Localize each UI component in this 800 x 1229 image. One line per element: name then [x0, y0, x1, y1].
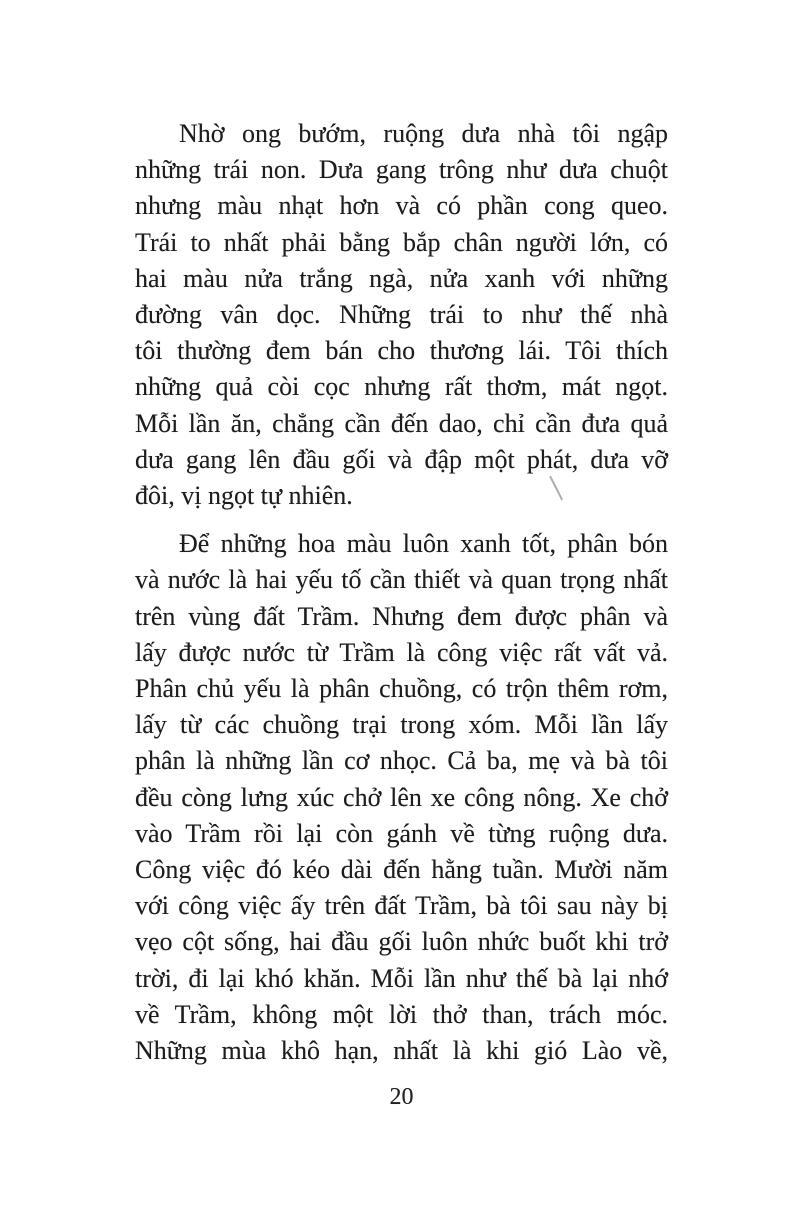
body-text: [135, 116, 668, 1069]
text-line: Công việc đó kéo dài đến hằng tuần. Mười năm: [135, 855, 668, 885]
text-line: tôi thường đem bán cho thương lái. Tôi thích: [135, 336, 668, 366]
text-line: đôi, vị ngọt tự nhiên.: [135, 481, 353, 511]
text-line: về Trầm, không một lời thở than, trách móc.: [135, 999, 668, 1029]
text-line: đều còng lưng xúc chở lên xe công nông. Xe chở: [135, 782, 668, 812]
text-line: phân là những lần cơ nhọc. Cả ba, mẹ và bà tôi: [135, 746, 668, 776]
text-line: vẹo cột sống, hai đầu gối luôn nhức buốt khi trở: [135, 927, 668, 957]
text-line: và nước là hai yếu tố cần thiết và quan trọng nhất: [135, 565, 668, 595]
text-line: Mỗi lần ăn, chẳng cần đến dao, chỉ cần đưa quả: [135, 408, 668, 438]
text-line: với công việc ấy trên đất Trầm, bà tôi sau này bị: [135, 891, 668, 921]
paragraph: [135, 526, 668, 1069]
text-line: trên vùng đất Trầm. Nhưng đem được phân và: [135, 601, 668, 631]
text-line: Phân chủ yếu là phân chuồng, có trộn thêm rơm,: [135, 674, 668, 704]
text-line: Trái to nhất phải bằng bắp chân người lớn, có: [135, 227, 668, 257]
text-line: nhưng màu nhạt hơn và có phần cong queo.: [135, 191, 668, 221]
text-line: dưa gang lên đầu gối và đập một phát, dưa vỡ: [135, 444, 668, 474]
text-line: đường vân dọc. Những trái to như thế nhà: [135, 300, 668, 330]
text-line: hai màu nửa trắng ngà, nửa xanh với những: [135, 263, 668, 293]
text-line: trời, đi lại khó khăn. Mỗi lần như thế bà lại nhớ: [135, 963, 668, 993]
text-line: Nhờ ong bướm, ruộng dưa nhà tôi ngập: [179, 119, 668, 148]
text-line: lấy từ các chuồng trại trong xóm. Mỗi lần lấy: [135, 710, 668, 740]
paragraph: [135, 116, 668, 514]
text-line: lấy được nước từ Trầm là công việc rất vất vả.: [135, 637, 668, 667]
text-line: những trái non. Dưa gang trông như dưa chuột: [135, 155, 668, 185]
text-line: vào Trầm rồi lại còn gánh về từng ruộng dưa.: [135, 818, 668, 848]
page-number: 20: [389, 1084, 414, 1110]
text-line: Những mùa khô hạn, nhất là khi gió Lào về,: [135, 1036, 668, 1066]
text-line: những quả còi cọc nhưng rất thơm, mát ngọt.: [135, 372, 668, 402]
text-line: Để những hoa màu luôn xanh tốt, phân bón: [179, 529, 668, 559]
